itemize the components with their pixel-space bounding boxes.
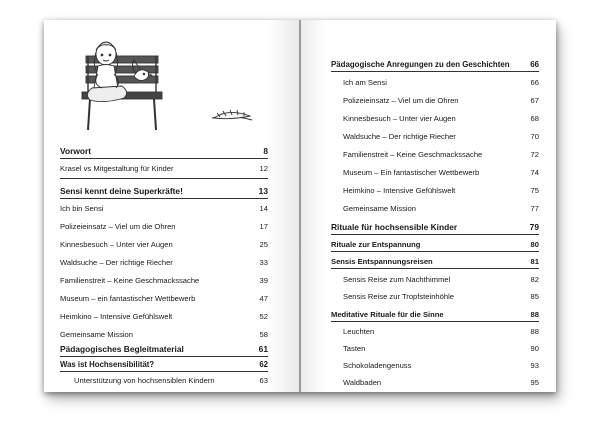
toc-entry-page: 82 <box>530 275 539 284</box>
toc-entry-title: Vorwort <box>60 146 92 156</box>
toc-entry[interactable] <box>343 132 539 141</box>
toc-entry-title: Waldsuche – Der richtige Riecher <box>60 258 173 267</box>
toc-entry-title: Ich bin Sensi <box>60 204 104 213</box>
toc-entry-title: Familienstreit – Keine Geschmackssache <box>343 150 483 159</box>
toc-entry[interactable] <box>343 378 539 387</box>
toc-entry[interactable] <box>343 150 539 159</box>
toc-entry-page: 67 <box>530 96 539 105</box>
toc-entry[interactable] <box>343 186 539 195</box>
toc-section-title: Rituale für hochsensible Kinder <box>331 222 458 232</box>
toc-entry-title: Leuchten <box>343 327 375 336</box>
toc-entry-title: Krasel vs Mitgestaltung für Kinder <box>60 164 174 173</box>
toc-section-page: 61 <box>258 344 268 354</box>
toc-section-title: Sensi kennt deine Superkräfte! <box>60 186 183 196</box>
toc-entry-page: 58 <box>259 330 268 339</box>
toc-entry[interactable] <box>343 168 539 177</box>
toc-entry-hochsensibilitaet[interactable] <box>60 360 268 372</box>
toc-entry-unterstuetzung[interactable] <box>74 376 268 385</box>
toc-entry-title: Polizeieinsatz – Viel um die Ohren <box>343 96 459 105</box>
toc-section-title: Pädagogische Anregungen zu den Geschichten <box>331 60 510 69</box>
toc-entry-page: 75 <box>530 186 539 195</box>
toc-entry-reisen[interactable] <box>331 257 539 269</box>
toc-section-superkraefte[interactable] <box>60 186 268 199</box>
toc-entry-title: Sensis Reise zum Nachthimmel <box>343 275 451 284</box>
toc-entry-meditative[interactable] <box>331 310 539 322</box>
toc-entry-page: 33 <box>259 258 268 267</box>
toc-entry-page: 63 <box>259 376 268 385</box>
girl-on-bench-with-bird-and-feather-icon <box>62 26 272 144</box>
toc-section-anregungen[interactable] <box>331 60 539 72</box>
toc-entry-page: 39 <box>259 276 268 285</box>
toc-entry-krasel[interactable] <box>60 164 268 173</box>
toc-entry-page: 90 <box>530 344 539 353</box>
toc-entry-page: 52 <box>259 312 268 321</box>
toc-entry-title: Unterstützung von hochsensiblen Kindern <box>74 376 215 385</box>
toc-entry[interactable] <box>343 204 539 213</box>
toc-entry-title: Heimkino – Intensive Gefühlswelt <box>60 312 173 321</box>
toc-entry-page: 85 <box>530 292 539 301</box>
toc-entry-page: 74 <box>530 168 539 177</box>
toc-entry[interactable] <box>343 275 539 284</box>
toc-entry[interactable] <box>60 204 268 213</box>
toc-entry-page: 66 <box>530 78 539 87</box>
toc-entry[interactable] <box>343 327 539 336</box>
toc-entry[interactable] <box>60 330 268 339</box>
toc-entry-page: 70 <box>530 132 539 141</box>
divider <box>60 178 268 179</box>
toc-entry-title: Heimkino – Intensive Gefühlswelt <box>343 186 456 195</box>
toc-section-page: 79 <box>529 222 539 232</box>
toc-entry-title: Waldsuche – Der richtige Riecher <box>343 132 456 141</box>
toc-entry-title: Tasten <box>343 344 366 353</box>
toc-entry-title: Schokoladengenuss <box>343 361 412 370</box>
toc-entry-title: Familienstreit – Keine Geschmackssache <box>60 276 200 285</box>
toc-entry[interactable] <box>343 78 539 87</box>
toc-entry-title: Kinnesbesuch – Unter vier Augen <box>343 114 456 123</box>
toc-entry-page: 95 <box>530 378 539 387</box>
toc-entry-title: Museum – Ein fantastischer Wettbewerb <box>343 168 480 177</box>
toc-entry[interactable] <box>60 312 268 321</box>
toc-entry[interactable] <box>60 276 268 285</box>
toc-entry-title: Rituale zur Entspannung <box>331 240 421 249</box>
toc-entry-entspannung[interactable] <box>331 240 539 252</box>
toc-entry-title: Was ist Hochsensibilität? <box>60 360 155 369</box>
toc-section-page: 13 <box>258 186 268 196</box>
toc-entry-page: 68 <box>530 114 539 123</box>
toc-entry[interactable] <box>343 361 539 370</box>
toc-entry[interactable] <box>60 294 268 303</box>
toc-entry[interactable] <box>60 258 268 267</box>
toc-entry[interactable] <box>343 96 539 105</box>
toc-section-begleitmaterial[interactable] <box>60 344 268 357</box>
toc-entry-title: Gemeinsame Mission <box>60 330 134 339</box>
toc-entry-title: Gemeinsame Mission <box>343 204 417 213</box>
toc-entry[interactable] <box>343 344 539 353</box>
toc-entry-page: 14 <box>259 204 268 213</box>
toc-entry-page: 80 <box>530 240 539 249</box>
toc-entry-title: Waldbaden <box>343 378 382 387</box>
toc-entry-page: 25 <box>259 240 268 249</box>
toc-entry[interactable] <box>343 114 539 123</box>
toc-entry-page: 17 <box>259 222 268 231</box>
toc-entry[interactable] <box>60 222 268 231</box>
toc-entry-page: 8 <box>263 146 268 156</box>
right-page <box>301 20 556 392</box>
toc-entry-title: Sensis Reise zur Tropfsteinhöhle <box>343 292 455 301</box>
toc-entry-page: 72 <box>530 150 539 159</box>
toc-section-page: 66 <box>530 60 539 69</box>
toc-entry-page: 88 <box>530 310 539 319</box>
toc-entry[interactable] <box>60 240 268 249</box>
toc-entry-page: 81 <box>530 257 539 266</box>
toc-entry-title: Sensis Entspannungsreisen <box>331 257 433 266</box>
toc-entry-page: 93 <box>530 361 539 370</box>
toc-entry-page: 47 <box>259 294 268 303</box>
toc-entry-page: 88 <box>530 327 539 336</box>
book-spread <box>44 20 556 392</box>
toc-section-rituale[interactable] <box>331 222 539 235</box>
toc-entry-title: Polizeieinsatz – Viel um die Ohren <box>60 222 176 231</box>
toc-section-title: Pädagogisches Begleitmaterial <box>60 344 184 354</box>
toc-entry-page: 12 <box>259 164 268 173</box>
left-page <box>44 20 299 392</box>
toc-entry-title: Kinnesbesuch – Unter vier Augen <box>60 240 173 249</box>
toc-entry[interactable] <box>343 292 539 301</box>
toc-entry-page: 62 <box>259 360 268 369</box>
toc-entry-vorwort[interactable] <box>60 146 268 159</box>
toc-entry-page: 77 <box>530 204 539 213</box>
toc-entry-title: Museum – ein fantastischer Wettbewerb <box>60 294 196 303</box>
toc-entry-title: Meditative Rituale für die Sinne <box>331 310 444 319</box>
toc-entry-title: Ich am Sensi <box>343 78 387 87</box>
